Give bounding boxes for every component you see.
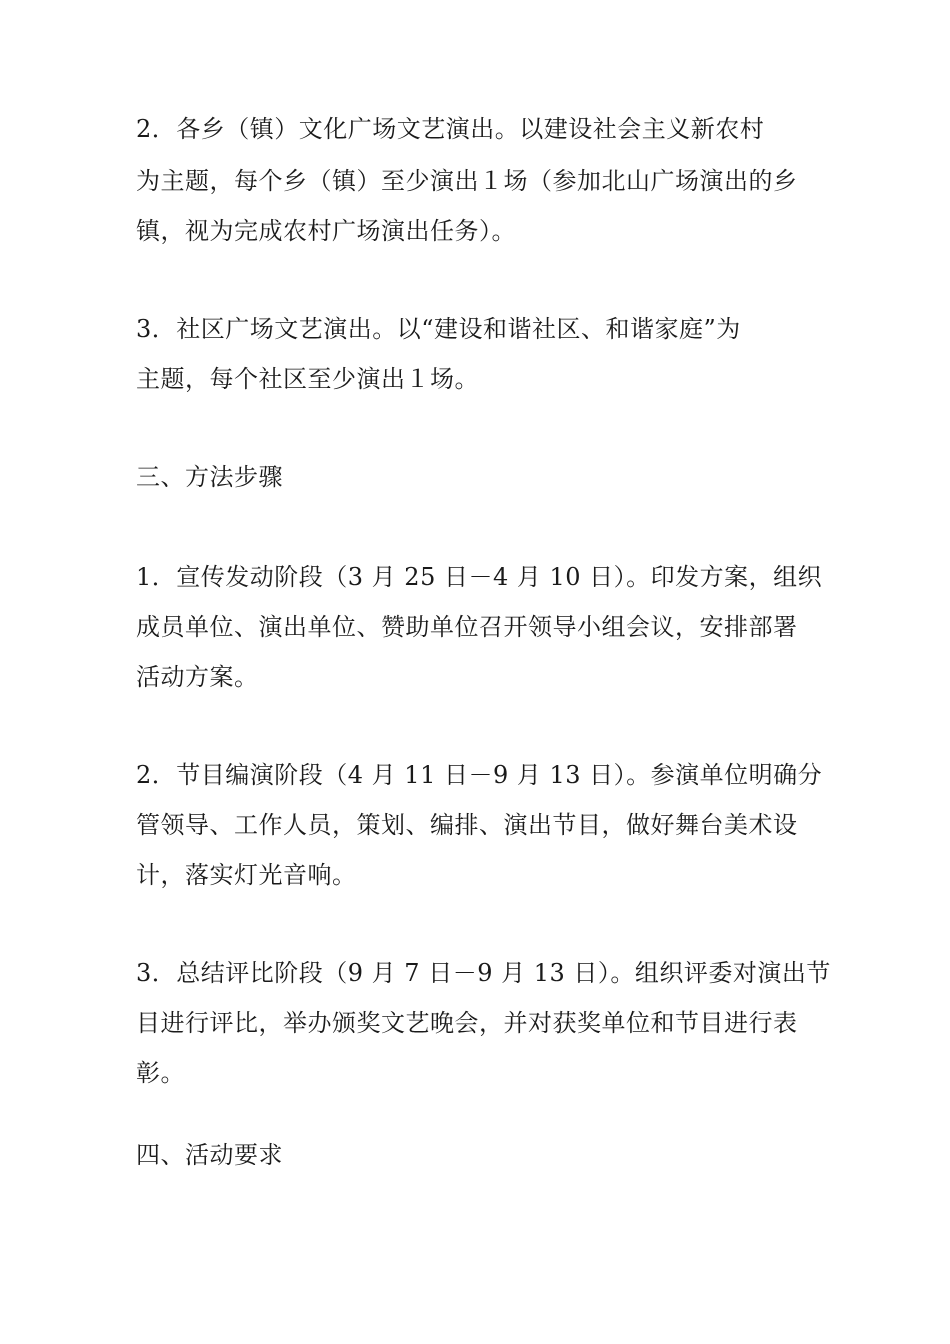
- paragraph-2-line-1: 2．各乡（镇）文化广场文艺演出。以建设社会主义新农村: [136, 115, 765, 143]
- step-2-line-3: 计，落实灯光音响。: [136, 861, 357, 889]
- paragraph-2-line-3: 镇，视为完成农村广场演出任务）。: [136, 217, 516, 245]
- step-1-line-3: 活动方案。: [136, 663, 259, 691]
- paragraph-2-line-2: 为主题，每个乡（镇）至少演出１场（参加北山广场演出的乡: [136, 167, 798, 195]
- section-heading-methods: 三、方法步骤: [136, 463, 283, 491]
- step-3-line-3: 彰。: [136, 1059, 185, 1087]
- step-2-line-2: 管领导、工作人员，策划、编排、演出节目，做好舞台美术设: [136, 811, 798, 839]
- step-3-line-2: 目进行评比，举办颁奖文艺晚会，并对获奖单位和节目进行表: [136, 1009, 798, 1037]
- paragraph-3-line-1: 3．社区广场文艺演出。以“建设和谐社区、和谐家庭”为: [136, 315, 741, 343]
- step-1-line-2: 成员单位、演出单位、赞助单位召开领导小组会议，安排部署: [136, 613, 798, 641]
- step-1-line-1: 1．宣传发动阶段（3 月 25 日－4 月 10 日）。印发方案，组织: [136, 563, 823, 591]
- paragraph-3-line-2: 主题，每个社区至少演出１场。: [136, 365, 479, 393]
- section-heading-requirements: 四、活动要求: [136, 1141, 283, 1169]
- step-3-line-1: 3．总结评比阶段（9 月 7 日－9 月 13 日）。组织评委对演出节: [136, 959, 831, 987]
- step-2-line-1: 2．节目编演阶段（4 月 11 日－9 月 13 日）。参演单位明确分: [136, 761, 823, 789]
